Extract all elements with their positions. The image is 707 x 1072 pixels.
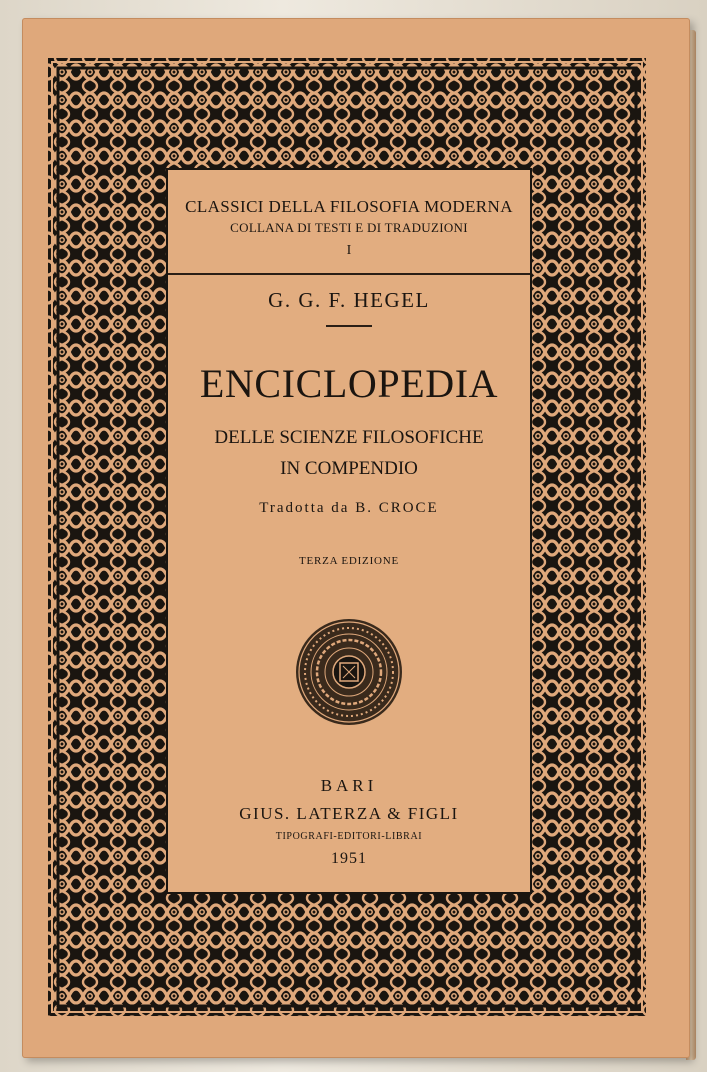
publisher-name: GIUS. LATERZA & FIGLI bbox=[239, 804, 459, 823]
publisher-role: TIPOGRAFI-EDITORI-LIBRAI bbox=[275, 831, 423, 842]
series-header bbox=[168, 196, 530, 262]
publication-year: 1951 bbox=[331, 850, 367, 867]
book-subtitle-line1: DELLE SCIENZE FILOSOFICHE bbox=[214, 427, 484, 448]
edition-label: TERZA EDIZIONE bbox=[298, 555, 400, 567]
publication-place: BARI bbox=[320, 776, 378, 795]
divider-rule bbox=[168, 273, 530, 275]
title-panel bbox=[168, 170, 530, 892]
author-name: G. G. F. HEGEL bbox=[268, 288, 430, 312]
translator-credit: Tradotta da B. CROCE bbox=[259, 500, 439, 516]
publisher-seal-emblem bbox=[295, 618, 403, 726]
book-subtitle-line2: IN COMPENDIO bbox=[280, 458, 418, 479]
series-title: CLASSICI DELLA FILOSOFIA MODERNA bbox=[185, 197, 513, 216]
book-title: ENCICLOPEDIA bbox=[199, 361, 499, 406]
volume-number: I bbox=[346, 243, 352, 258]
short-divider-rule bbox=[326, 325, 372, 327]
series-subtitle: COLLANA DI TESTI E DI TRADUZIONI bbox=[230, 220, 468, 235]
